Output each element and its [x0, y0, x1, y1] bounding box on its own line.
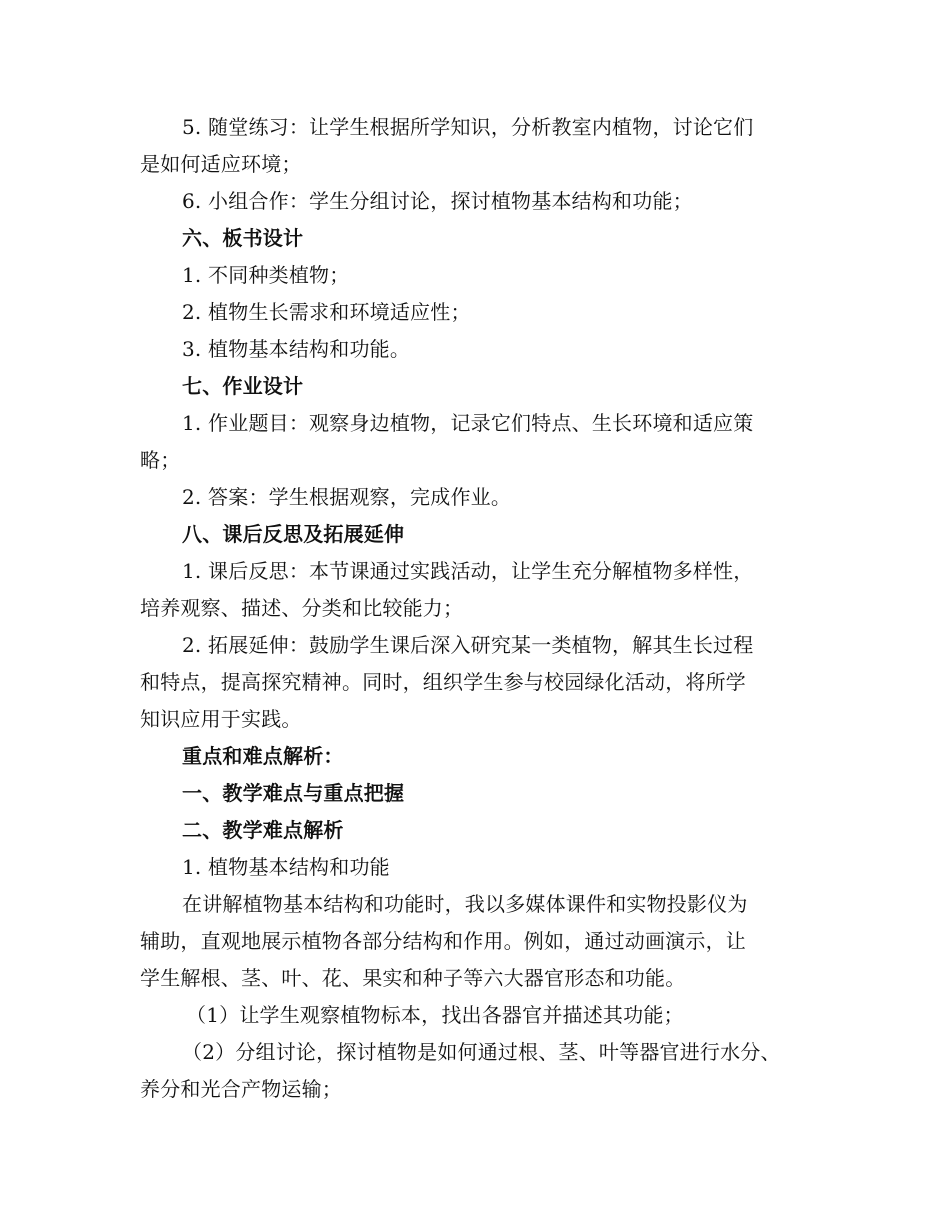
paragraph-line: 6. 小组合作：学生分组讨论，探讨植物基本结构和功能；: [182, 189, 693, 213]
section-heading: 六、板书设计: [182, 226, 304, 250]
subsection-heading: 1. 植物基本结构和功能: [182, 855, 390, 879]
paragraph-line: 辅助，直观地展示植物各部分结构和作用。例如，通过动画演示，让: [140, 929, 746, 953]
paragraph-line: 1. 课后反思：本节课通过实践活动，让学生充分解植物多样性，: [182, 559, 754, 583]
section-heading: 二、教学难点解析: [182, 818, 344, 842]
paragraph-line: 学生解根、茎、叶、花、果实和种子等六大器官形态和功能。: [140, 966, 686, 990]
paragraph-line: 知识应用于实践。: [140, 707, 302, 731]
paragraph-line: 2. 答案：学生根据观察，完成作业。: [182, 485, 512, 509]
list-item: （2）分组讨论，探讨植物是如何通过根、茎、叶等器官进行水分、: [182, 1040, 781, 1064]
paragraph-line: 1. 作业题目：观察身边植物，记录它们特点、生长环境和适应策: [182, 411, 754, 435]
paragraph-line: 在讲解植物基本结构和功能时，我以多媒体课件和实物投影仪为: [182, 892, 748, 916]
paragraph-line: 略；: [140, 448, 181, 472]
paragraph-line: 培养观察、描述、分类和比较能力；: [140, 596, 464, 620]
list-item: （1）让学生观察植物标本，找出各器官并描述其功能；: [186, 1003, 684, 1027]
section-heading: 重点和难点解析：: [182, 744, 344, 768]
section-heading: 七、作业设计: [182, 374, 304, 398]
list-item: 2. 植物生长需求和环境适应性；: [182, 300, 471, 324]
list-item: 1. 不同种类植物；: [182, 263, 350, 287]
section-heading: 八、课后反思及拓展延伸: [182, 522, 405, 546]
paragraph-line: 是如何适应环境；: [140, 152, 302, 176]
paragraph-line: 2. 拓展延伸：鼓励学生课后深入研究某一类植物，解其生长过程: [182, 633, 754, 657]
section-heading: 一、教学难点与重点把握: [182, 781, 405, 805]
paragraph-line: 养分和光合产物运输；: [140, 1077, 342, 1101]
paragraph-line: 5. 随堂练习：让学生根据所学知识，分析教室内植物，讨论它们: [182, 115, 754, 139]
paragraph-line: 和特点，提高探究精神。同时，组织学生参与校园绿化活动，将所学: [140, 670, 746, 694]
list-item: 3. 植物基本结构和功能。: [182, 337, 411, 361]
